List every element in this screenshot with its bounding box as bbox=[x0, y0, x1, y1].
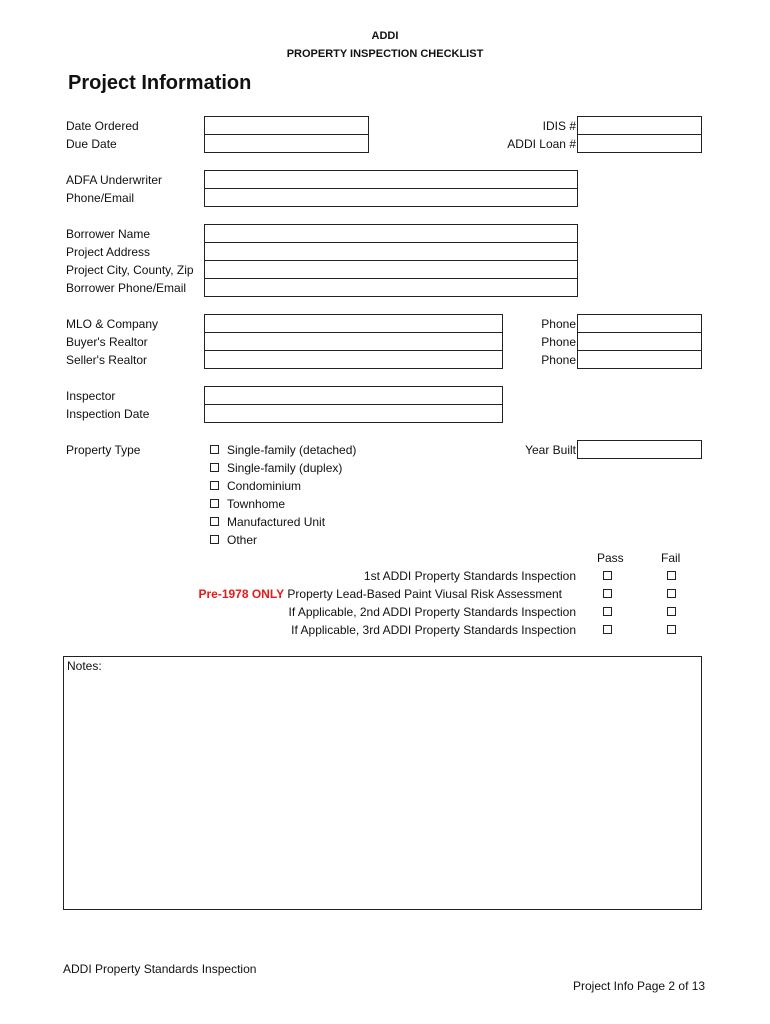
property-type-checkbox[interactable] bbox=[210, 535, 219, 544]
inspection-row-4-fail-checkbox[interactable] bbox=[667, 625, 676, 634]
phone-email-field[interactable] bbox=[204, 188, 578, 207]
inspection-row-2-label bbox=[150, 585, 562, 603]
mlo-label: MLO & Company bbox=[66, 317, 159, 331]
inspection-row-1-pass-checkbox[interactable] bbox=[603, 571, 612, 580]
date-ordered-label: Date Ordered bbox=[66, 119, 139, 133]
inspector-field[interactable] bbox=[204, 386, 503, 405]
buyers-realtor-label: Buyer's Realtor bbox=[66, 335, 148, 349]
idis-field[interactable] bbox=[577, 116, 702, 135]
mlo-field[interactable] bbox=[204, 314, 503, 333]
buyers-realtor-field[interactable] bbox=[204, 332, 503, 351]
idis-label: IDIS # bbox=[542, 119, 576, 133]
project-city-label: Project City, County, Zip bbox=[66, 263, 194, 277]
adfa-underwriter-field[interactable] bbox=[204, 170, 578, 189]
pre-1978-warning: Pre-1978 ONLY bbox=[198, 587, 285, 601]
sellers-realtor-label: Seller's Realtor bbox=[66, 353, 147, 367]
due-date-field[interactable] bbox=[204, 134, 369, 153]
doc-header-checklist: PROPERTY INSPECTION CHECKLIST bbox=[286, 48, 484, 60]
inspection-row-2-fail-checkbox[interactable] bbox=[667, 589, 676, 598]
project-city-field[interactable] bbox=[204, 260, 578, 279]
adfa-underwriter-label: ADFA Underwriter bbox=[66, 173, 163, 187]
inspection-row-1-label: 1st ADDI Property Standards Inspection bbox=[363, 569, 576, 583]
sellers-phone-field[interactable] bbox=[577, 350, 702, 369]
project-address-field[interactable] bbox=[204, 242, 578, 261]
property-type-checkbox[interactable] bbox=[210, 499, 219, 508]
buyers-phone-label: Phone bbox=[541, 335, 576, 349]
inspection-date-label: Inspection Date bbox=[66, 407, 150, 421]
sellers-phone-label: Phone bbox=[541, 353, 576, 367]
fail-header: Fail bbox=[661, 551, 681, 565]
borrower-name-label: Borrower Name bbox=[66, 227, 151, 241]
inspection-row-3-pass-checkbox[interactable] bbox=[603, 607, 612, 616]
notes-label: Notes: bbox=[67, 659, 102, 673]
page-title: Project Information bbox=[68, 72, 252, 94]
inspector-label: Inspector bbox=[66, 389, 116, 403]
mlo-phone-label: Phone bbox=[541, 317, 576, 331]
borrower-phone-field[interactable] bbox=[204, 278, 578, 297]
footer-left: ADDI Property Standards Inspection bbox=[63, 962, 257, 976]
notes-box[interactable] bbox=[63, 656, 702, 910]
inspection-date-field[interactable] bbox=[204, 404, 503, 423]
addi-loan-field[interactable] bbox=[577, 134, 702, 153]
footer-page-number: Project Info Page 2 of 13 bbox=[573, 979, 706, 993]
inspection-row-3-label: If Applicable, 2nd ADDI Property Standards Inspection bbox=[288, 605, 576, 619]
year-built-field[interactable] bbox=[577, 440, 702, 459]
property-type-checkbox[interactable] bbox=[210, 463, 219, 472]
property-type-label: Property Type bbox=[66, 443, 141, 457]
property-type-option: Single-family (detached) bbox=[227, 443, 357, 457]
sellers-realtor-field[interactable] bbox=[204, 350, 503, 369]
inspection-row-2-pass-checkbox[interactable] bbox=[603, 589, 612, 598]
property-type-checkbox[interactable] bbox=[210, 481, 219, 490]
mlo-phone-field[interactable] bbox=[577, 314, 702, 333]
addi-loan-label: ADDI Loan # bbox=[507, 137, 576, 151]
property-type-option: Manufactured Unit bbox=[227, 515, 326, 529]
inspection-row-3-fail-checkbox[interactable] bbox=[667, 607, 676, 616]
property-type-option: Townhome bbox=[227, 497, 286, 511]
inspection-row-4-pass-checkbox[interactable] bbox=[603, 625, 612, 634]
due-date-label: Due Date bbox=[66, 137, 117, 151]
buyers-phone-field[interactable] bbox=[577, 332, 702, 351]
borrower-name-field[interactable] bbox=[204, 224, 578, 243]
inspection-row-2-text: Property Lead-Based Paint Viusal Risk Assessment bbox=[284, 587, 562, 601]
property-type-option: Condominium bbox=[227, 479, 302, 493]
property-type-option: Other bbox=[227, 533, 258, 547]
pass-header: Pass bbox=[597, 551, 624, 565]
inspection-row-1-fail-checkbox[interactable] bbox=[667, 571, 676, 580]
date-ordered-field[interactable] bbox=[204, 116, 369, 135]
property-type-checkbox[interactable] bbox=[210, 445, 219, 454]
year-built-label: Year Built bbox=[525, 443, 576, 457]
phone-email-label: Phone/Email bbox=[66, 191, 135, 205]
inspection-row-4-label: If Applicable, 3rd ADDI Property Standards Inspection bbox=[291, 623, 576, 637]
property-type-option: Single-family (duplex) bbox=[227, 461, 343, 475]
borrower-phone-label: Borrower Phone/Email bbox=[66, 281, 187, 295]
project-address-label: Project Address bbox=[66, 245, 151, 259]
doc-header-addi: ADDI bbox=[371, 30, 399, 42]
property-type-checkbox[interactable] bbox=[210, 517, 219, 526]
